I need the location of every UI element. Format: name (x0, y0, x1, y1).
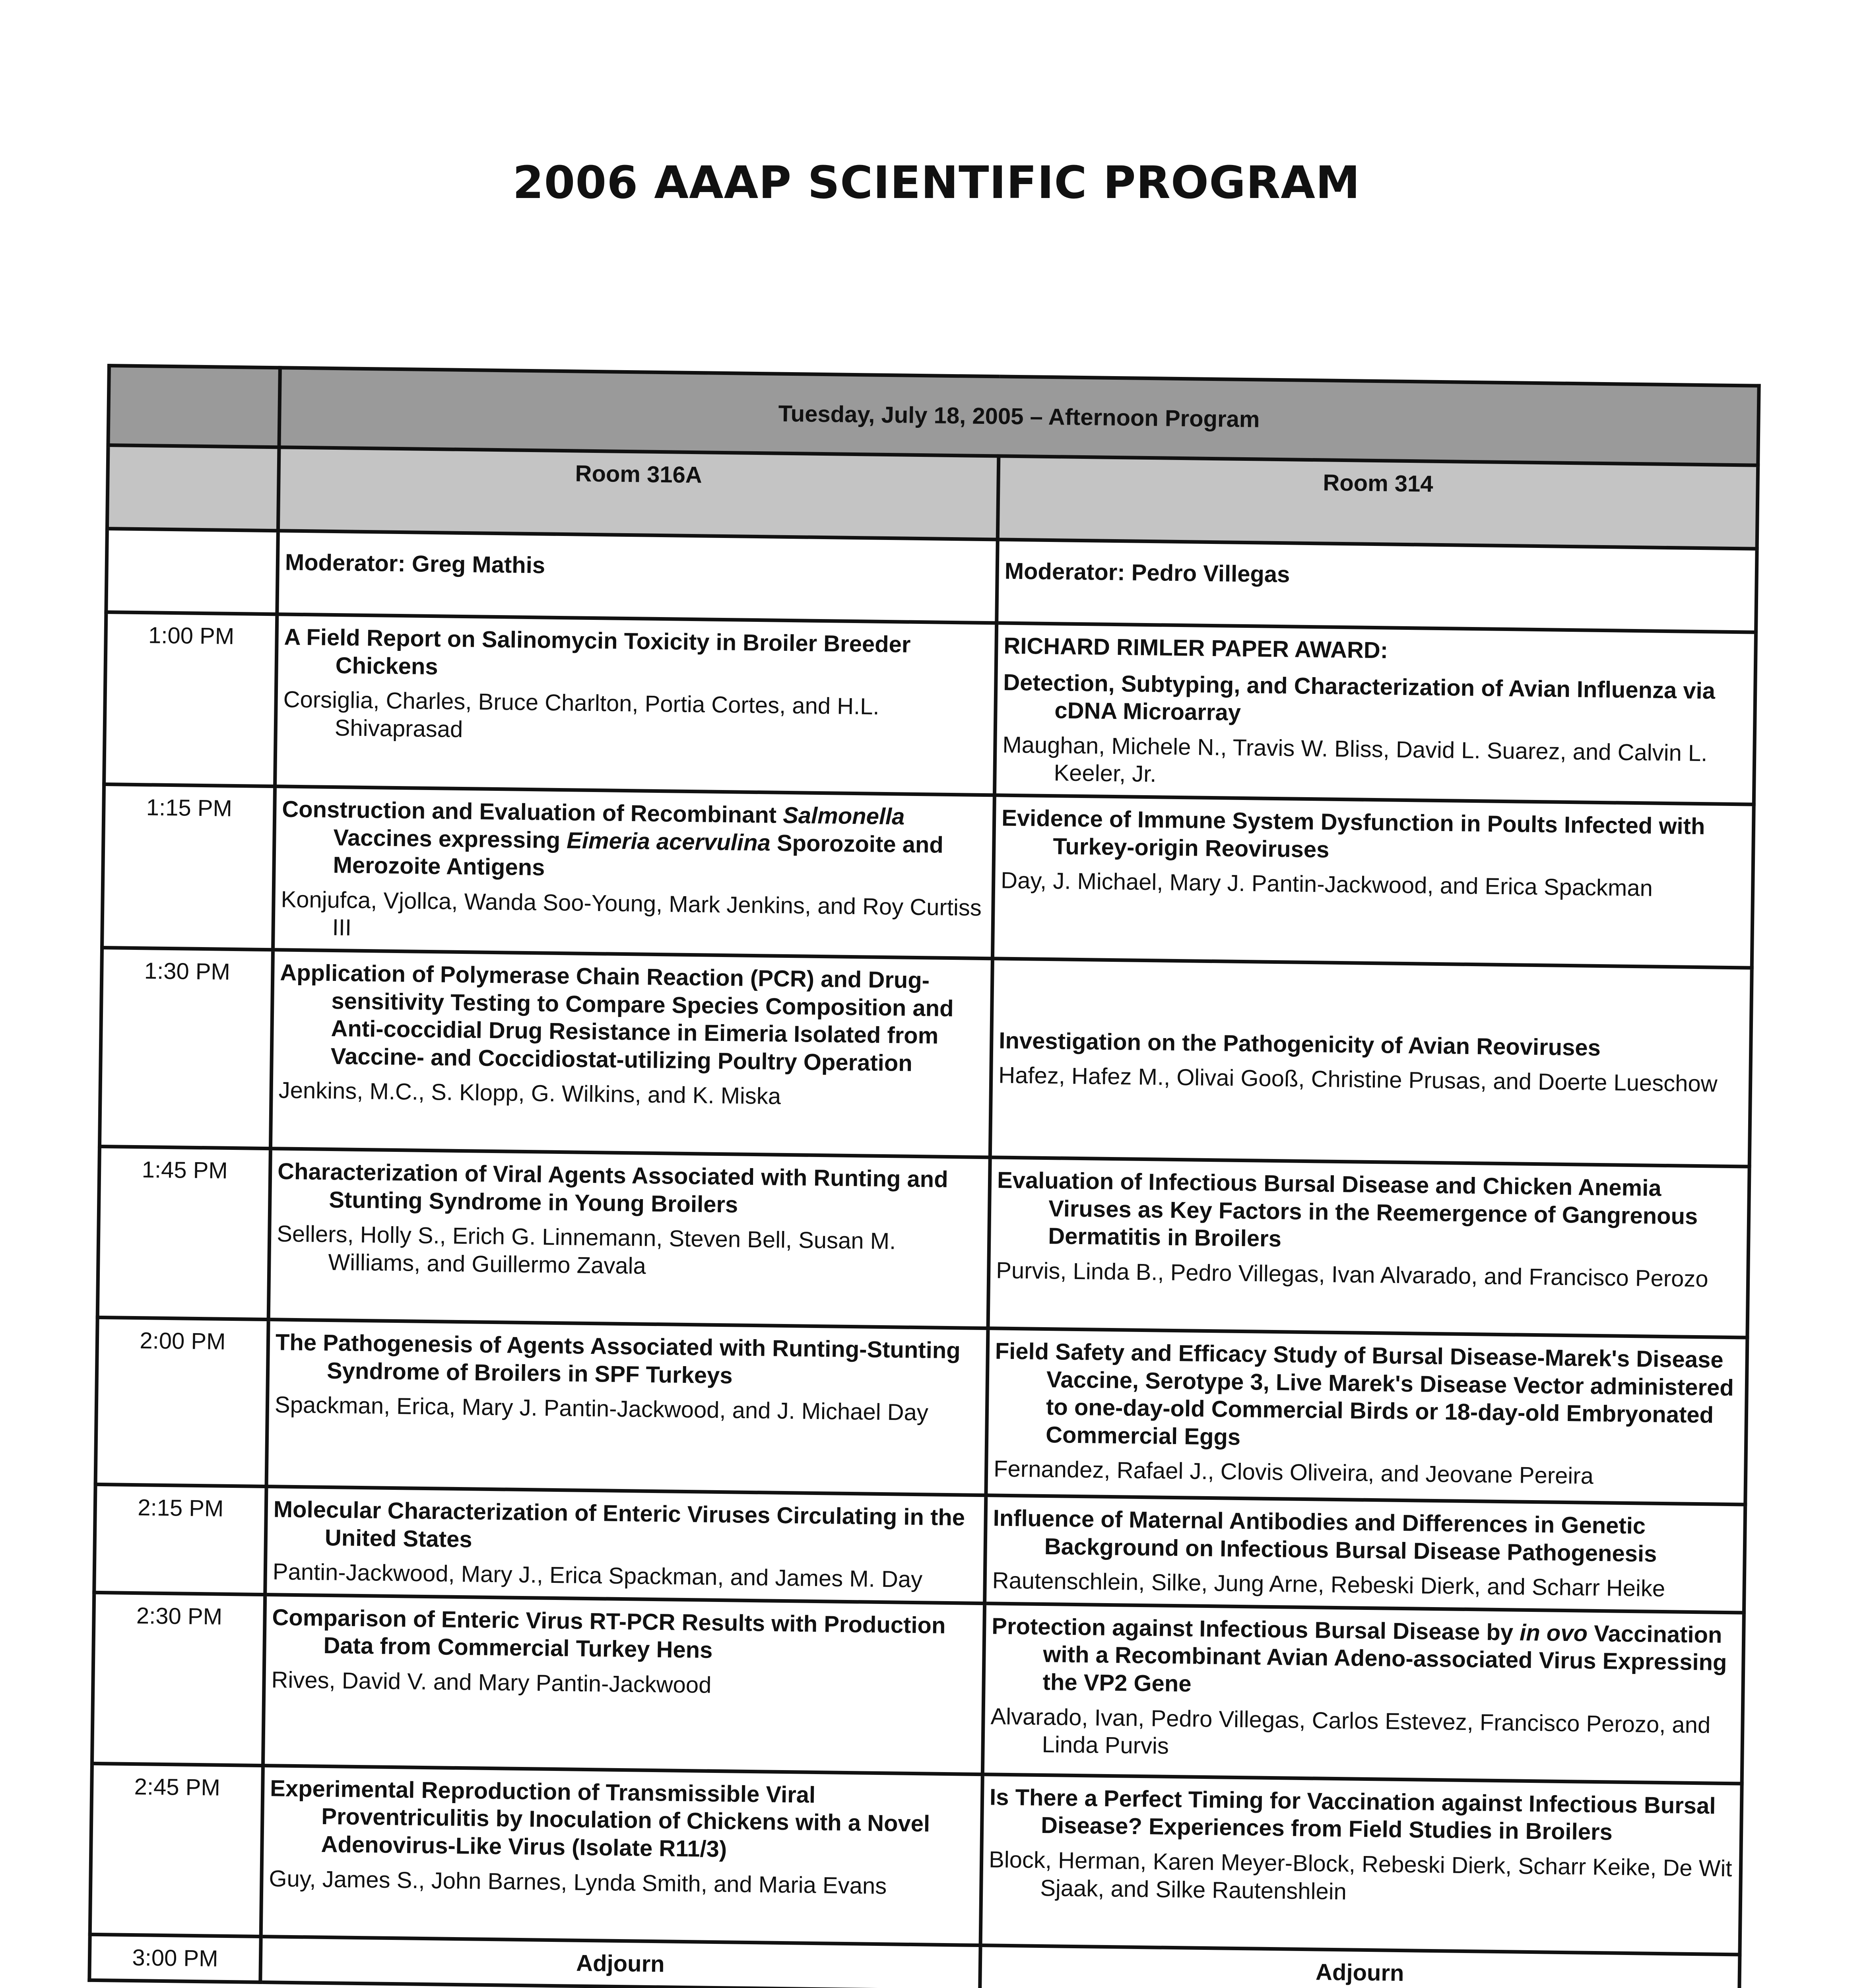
room-316a-talk (275, 614, 997, 795)
time-slot: 2:00 PM (95, 1317, 268, 1486)
room-314-label: Room 314 (998, 456, 1758, 549)
talk-title: Construction and Evaluation of Recombinant Salmonella Vaccines expressing Eimeria acervulina Sporozoite and Merozoite Antigens (281, 796, 944, 881)
talk-authors: Rautenschlein, Silke, Jung Arne, Rebeski Dierk, and Scharr Heike (992, 1567, 1665, 1602)
award-label: RICHARD RIMLER PAPER AWARD: (1003, 633, 1388, 664)
talk-title: Protection against Infectious Bursal Disease by in ovo Vaccination with a Recombinant Avian Adeno-associated Virus Expressing the VP2 Gene (991, 1613, 1727, 1697)
program-table (87, 364, 1760, 1988)
room-314-talk (982, 1603, 1744, 1783)
talk-title: Influence of Maternal Antibodies and Differences in Genetic Background on Infectious Bursal Disease Pathogenesis (993, 1505, 1657, 1567)
room-314-talk (988, 1157, 1749, 1338)
time-slot: 2:30 PM (92, 1592, 265, 1765)
time-slot: 1:30 PM (99, 947, 273, 1148)
talk-authors: Rives, David V. and Mary Pantin-Jackwood (271, 1667, 712, 1698)
room-314-talk (980, 1774, 1742, 1954)
talk-authors: Spackman, Erica, Mary J. Pantin-Jackwood, and J. Michael Day (274, 1392, 929, 1426)
talk-title: A Field Report on Salinomycin Toxicity in Broiler Breeder Chickens (284, 624, 911, 679)
talk-title: Evidence of Immune System Dysfunction in Poults Infected with Turkey-origin Reoviruses (1001, 805, 1705, 863)
time-slot: 2:45 PM (90, 1763, 263, 1936)
room-316a-talk (263, 1594, 984, 1774)
talk-title: Molecular Characterization of Enteric Viruses Circulating in the United States (273, 1496, 965, 1552)
talk-authors: Day, J. Michael, Mary J. Pantin-Jackwood, and Erica Spackman (1000, 867, 1653, 901)
talk-title: Experimental Reproduction of Transmissible Viral Proventriculitis by Inoculation of Chickens with a Novel Adenovirus-Like Virus (Isolate R11/3) (270, 1775, 930, 1862)
talk-authors: Hafez, Hafez M., Olivai Gooß, Christine Prusas, and Doerte Lueschow (998, 1062, 1718, 1097)
room-316a-talk (270, 950, 992, 1157)
talk-authors: Guy, James S., John Barnes, Lynda Smith, and Maria Evans (269, 1865, 887, 1899)
moderator-room-316a: Moderator: Greg Mathis (277, 531, 998, 623)
talk-title: Detection, Subtyping, and Characterization of Avian Influenza via cDNA Microarray (1003, 669, 1716, 726)
room-314-talk (986, 1328, 1747, 1505)
talk-authors: Purvis, Linda B., Pedro Villegas, Ivan Alvarado, and Francisco Perozo (996, 1257, 1709, 1292)
room-314-talk (990, 959, 1752, 1167)
room-314-talk (992, 795, 1754, 968)
talk-authors: Alvarado, Ivan, Pedro Villegas, Carlos Estevez, Francisco Perozo, and Linda Purvis (990, 1703, 1711, 1759)
talk-authors: Maughan, Michele N., Travis W. Bliss, David L. Suarez, and Calvin L. Keeler, Jr. (1002, 732, 1708, 787)
talk-title: Application of Polymerase Chain Reaction (PCR) and Drug-sensitivity Testing to Compare Species Composition and Anti-coccidial Drug Resistance in Eimeria Isolated from Vaccine- and Coccidiostat-utilizing Poultry Operation (279, 959, 954, 1076)
room-314-talk (994, 623, 1756, 804)
adjourn-room-316a: Adjourn (260, 1936, 980, 1988)
time-slot: 3:00 PM (89, 1934, 261, 1982)
talk-authors: Jenkins, M.C., S. Klopp, G. Wilkins, and K. Miska (278, 1077, 781, 1110)
day-title: Tuesday, July 18, 2005 – Afternoon Program (279, 368, 1759, 465)
session-row (95, 1317, 1747, 1505)
time-slot: 2:15 PM (94, 1484, 266, 1594)
header-corner-cell (108, 366, 280, 447)
room-316a-talk (265, 1487, 986, 1604)
room-316a-talk (266, 1320, 988, 1495)
talk-authors: Fernandez, Rafael J., Clovis Oliveira, and Jeovane Pereira (993, 1456, 1594, 1489)
talk-authors: Pantin-Jackwood, Mary J., Erica Spackman, and James M. Day (272, 1559, 923, 1593)
session-row (92, 1592, 1744, 1784)
time-slot: 1:45 PM (97, 1146, 270, 1319)
talk-title: The Pathogenesis of Agents Associated with Runting-Stunting Syndrome of Broilers in SPF Turkeys (275, 1329, 961, 1388)
time-slot: 1:00 PM (104, 612, 277, 786)
talk-authors: Sellers, Holly S., Erich G. Linnemann, Steven Bell, Susan M. Williams, and Guillermo Zavala (276, 1221, 896, 1279)
room-316a-label: Room 316A (278, 447, 998, 540)
talk-authors: Block, Herman, Karen Meyer-Block, Rebeski Dierk, Scharr Keike, De Wit Sjaak, and Silke Rautenshlein (988, 1846, 1732, 1905)
adjourn-room-314: Adjourn (980, 1945, 1740, 1988)
room-316a-talk (273, 786, 995, 959)
session-row (104, 612, 1756, 805)
session-row (99, 947, 1752, 1167)
talk-title: Characterization of Viral Agents Associated with Runting and Stunting Syndrome in Young Broilers (277, 1158, 949, 1218)
session-row (102, 784, 1754, 968)
moderator-room-314: Moderator: Pedro Villegas (997, 540, 1757, 632)
talk-title: Is There a Perfect Timing for Vaccination against Infectious Bursal Disease? Experiences from Field Studies in Broilers (989, 1784, 1716, 1845)
session-row (97, 1146, 1749, 1338)
room-314-talk (985, 1495, 1745, 1613)
talk-title: Investigation on the Pathogenicity of Avian Reoviruses (998, 1027, 1601, 1061)
session-row (94, 1484, 1745, 1612)
room-316a-talk (261, 1765, 982, 1945)
room-corner-cell (107, 445, 279, 531)
room-316a-talk (268, 1149, 990, 1328)
time-slot: 1:15 PM (102, 784, 275, 949)
moderator-corner-cell (106, 529, 278, 614)
talk-authors: Corsiglia, Charles, Bruce Charlton, Portia Cortes, and H.L. Shivaprasad (283, 686, 879, 742)
talk-title: Field Safety and Efficacy Study of Bursal Disease-Marek's Disease Vaccine, Serotype 3, Live Marek's Disease Vector administered to one-day-old Commercial Birds or 18-day-old Embryonated Commercial Eggs (995, 1338, 1734, 1450)
talk-authors: Konjufca, Vjollca, Wanda Soo-Young, Mark Jenkins, and Roy Curtiss III (281, 886, 982, 941)
talk-title: Evaluation of Infectious Bursal Disease and Chicken Anemia Viruses as Key Factors in the Reemergence of Gangrenous Dermatitis in Broilers (997, 1167, 1698, 1252)
talk-title: Comparison of Enteric Virus RT-PCR Results with Production Data from Commercial Turkey Hens (272, 1604, 946, 1664)
session-row (90, 1763, 1742, 1955)
page-title: 2006 AAAP SCIENTIFIC PROGRAM (512, 157, 1361, 209)
